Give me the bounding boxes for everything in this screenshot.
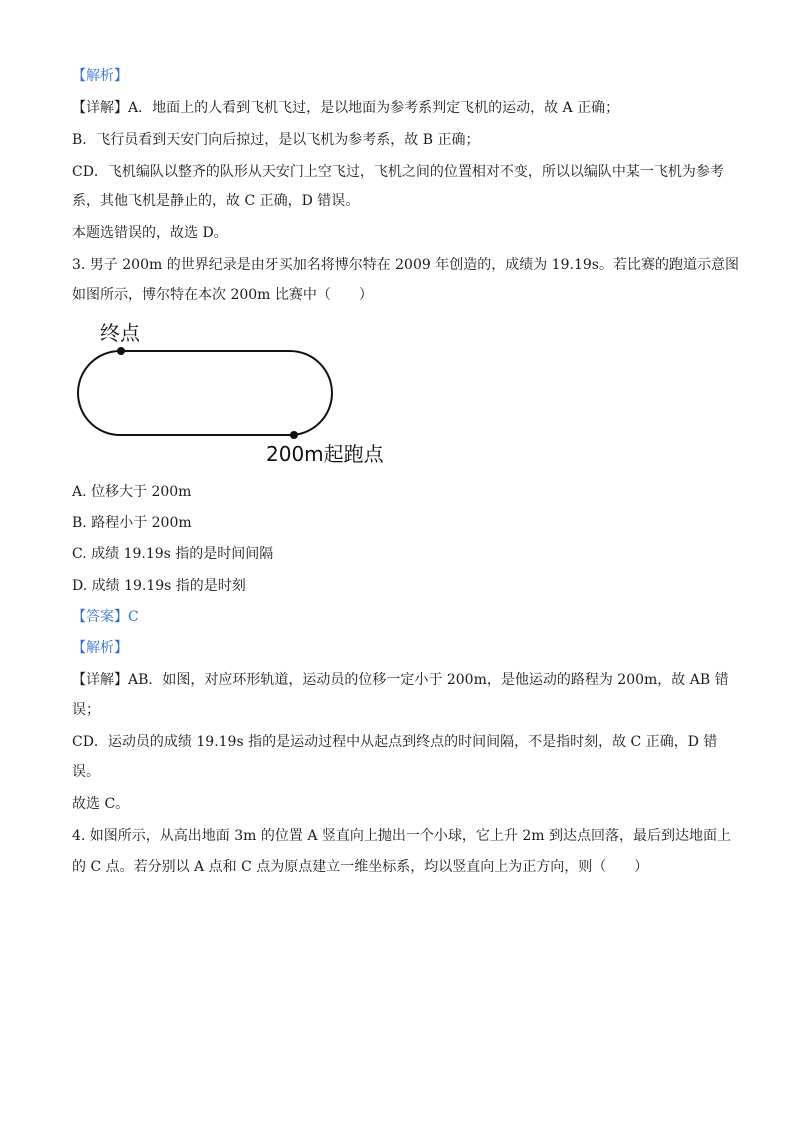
detail-line: 误；: [72, 702, 100, 718]
start-label: 200m起跑点: [266, 442, 384, 466]
question-4-stem: 4. 如图所示，从高出地面 3m 的位置 A 竖直向上抛出一个小球，它上升 2m 到达点回落，最后到达地面上: [72, 828, 731, 844]
detail-line: 【详解】A．地面上的人看到飞机飞过，是以地面为参考系判定飞机的运动，故 A 正确；: [72, 100, 620, 116]
analysis-heading: 【解析】: [72, 640, 128, 656]
detail-line: CD．运动员的成绩 19.19s 指的是运动过程中从起点到终点的时间间隔，不是指时刻，故 C 正确，D 错: [72, 734, 718, 750]
detail-line: 误。: [72, 764, 100, 780]
answer-heading: 【答案】C: [72, 609, 139, 625]
detail-line: 【详解】AB．如图，对应环形轨道，运动员的位移一定小于 200m，是他运动的路程为 200m，故 AB 错: [72, 672, 729, 688]
question-4-stem: 的 C 点。若分别以 A 点和 C 点为原点建立一维坐标系，均以竖直向上为正方向，则（ ）: [72, 859, 649, 875]
finish-point: [117, 347, 125, 355]
detail-line: 故选 C。: [72, 796, 130, 812]
track-loop: [78, 351, 332, 435]
option-d: D. 成绩 19.19s 指的是时刻: [72, 578, 246, 594]
detail-line: 系，其他飞机是静止的，故 C 正确，D 错误。: [72, 193, 360, 209]
option-b: B. 路程小于 200m: [72, 515, 192, 531]
option-c: C. 成绩 19.19s 指的是时间间隔: [72, 546, 274, 562]
start-point: [290, 431, 298, 439]
detail-line: B．飞行员看到天安门向后掠过，是以飞机为参考系，故 B 正确；: [72, 132, 480, 148]
question-3-stem: 3. 男子 200m 的世界纪录是由牙买加名将博尔特在 2009 年创造的，成绩为 19.19s。若比赛的跑道示意图: [72, 257, 739, 273]
detail-line: CD．飞机编队以整齐的队形从天安门上空飞过，飞机之间的位置相对不变，所以以编队中某一飞机为参考: [72, 164, 724, 180]
analysis-heading: 【解析】: [72, 68, 128, 84]
question-3-stem: 如图所示，博尔特在本次 200m 比赛中（ ）: [72, 287, 373, 303]
running-track-figure: [70, 318, 410, 468]
detail-line: 本题选错误的，故选 D。: [72, 225, 228, 241]
option-a: A. 位移大于 200m: [72, 484, 192, 500]
finish-label: 终点: [100, 321, 140, 345]
